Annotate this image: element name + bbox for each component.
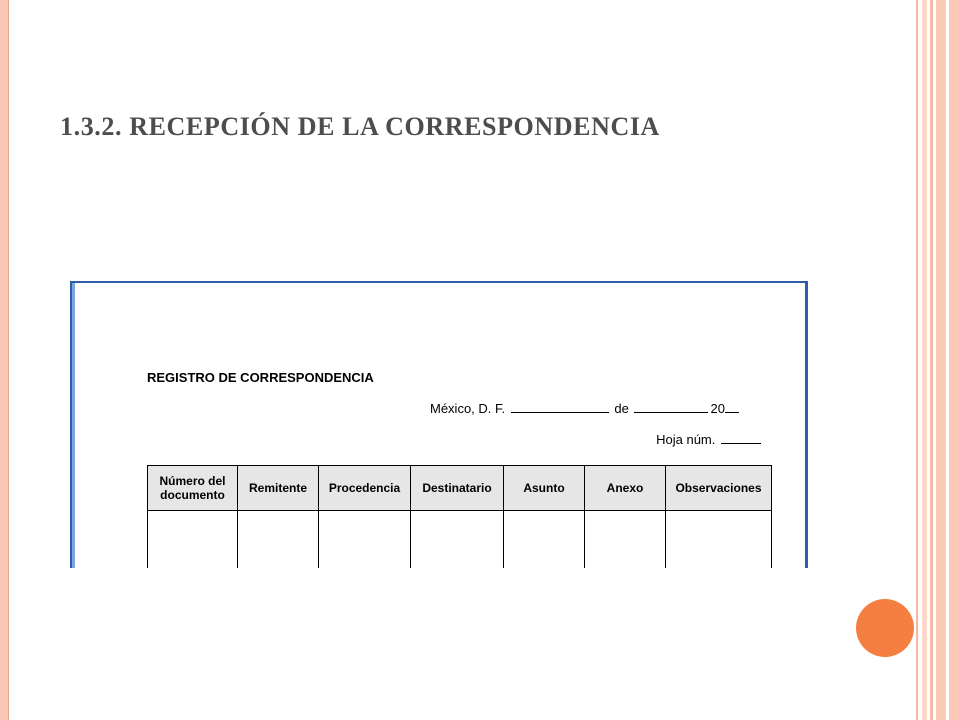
table-cell: [238, 511, 319, 569]
de-label: de: [614, 401, 629, 416]
place-label: México, D. F.: [430, 401, 506, 416]
column-header: Remitente: [238, 466, 319, 511]
month-blank: [634, 400, 708, 413]
sheet-label: Hoja núm.: [656, 432, 716, 447]
register-table: [147, 465, 772, 568]
column-header: Número del documento: [148, 466, 238, 511]
column-header: Destinatario: [411, 466, 504, 511]
table-cell: [504, 511, 585, 569]
column-header: Procedencia: [319, 466, 411, 511]
place-date-line: [430, 400, 741, 416]
table-header-row: [148, 466, 772, 511]
day-blank: [511, 400, 609, 413]
document-image: [70, 281, 808, 568]
register-heading: REGISTRO DE CORRESPONDENCIA: [147, 370, 374, 385]
slide-right-stripes: [916, 0, 960, 720]
column-header: Asunto: [504, 466, 585, 511]
year-blank: [725, 400, 739, 413]
table-cell: [666, 511, 772, 569]
table-cell: [148, 511, 238, 569]
sheet-number-line: [656, 431, 763, 447]
year-prefix: 20: [710, 401, 725, 416]
table-cell: [319, 511, 411, 569]
table-cell: [585, 511, 666, 569]
table-cell: [411, 511, 504, 569]
slide-title: 1.3.2. RECEPCIÓN DE LA CORRESPONDENCIA: [60, 112, 660, 141]
column-header: Anexo: [585, 466, 666, 511]
table-row: [148, 511, 772, 569]
sheet-blank: [721, 431, 761, 444]
column-header: Observaciones: [666, 466, 772, 511]
decorative-orange-circle: [856, 599, 914, 657]
slide-left-border: [0, 0, 9, 720]
